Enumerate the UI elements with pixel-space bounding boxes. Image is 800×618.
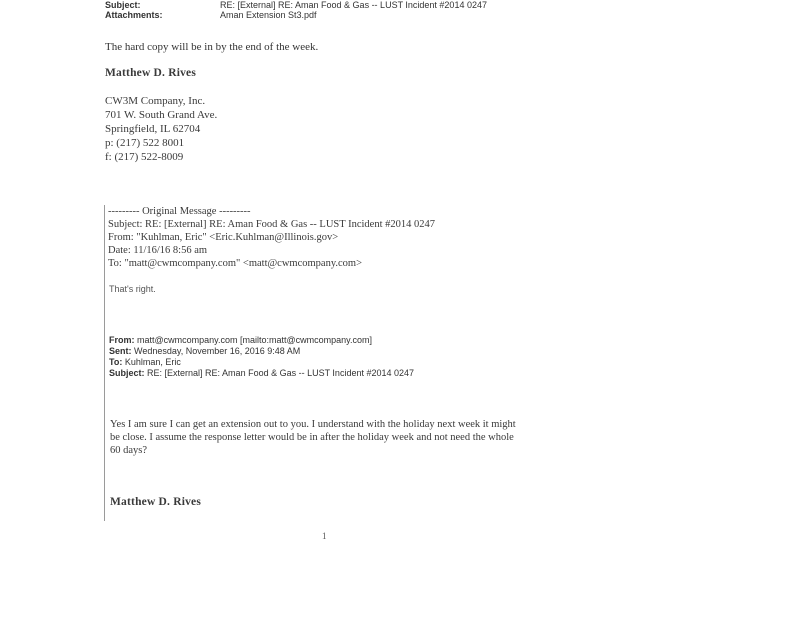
- signature-name: Matthew D. Rives: [105, 67, 197, 79]
- subject-label: Subject:: [105, 0, 141, 10]
- original-body: That's right.: [109, 284, 156, 294]
- attachment-link[interactable]: Aman Extension St3.pdf: [220, 10, 317, 20]
- forwarded-signature-name: Matthew D. Rives: [110, 496, 202, 508]
- original-from: From: "Kuhlman, Eric" <Eric.Kuhlman@Illinois.gov>: [108, 232, 339, 243]
- forwarded-to-value: Kuhlman, Eric: [124, 357, 181, 367]
- forwarded-sent: [109, 346, 300, 357]
- street-address: 701 W. South Grand Ave.: [105, 109, 218, 121]
- original-message-separator: --------- Original Message ---------: [108, 206, 251, 217]
- page-number: 1: [322, 531, 327, 541]
- reply-line: The hard copy will be in by the end of the week.: [105, 41, 319, 53]
- phone-number: p: (217) 522 8001: [105, 137, 185, 149]
- attachments-label: Attachments:: [105, 10, 163, 20]
- quote-bar: [104, 205, 105, 521]
- forwarded-to: [109, 357, 181, 368]
- forwarded-sent-value: Wednesday, November 16, 2016 9:48 AM: [134, 346, 301, 356]
- forwarded-from: [109, 335, 372, 346]
- fax-number: f: (217) 522-8009: [105, 151, 184, 163]
- city-address: Springfield, IL 62704: [105, 123, 201, 135]
- original-subject: Subject: RE: [External] RE: Aman Food & Gas -- LUST Incident #2014 0247: [108, 219, 436, 230]
- company-name: CW3M Company, Inc.: [105, 95, 206, 107]
- original-date: Date: 11/16/16 8:56 am: [108, 245, 208, 256]
- subject-value: RE: [External] RE: Aman Food & Gas -- LUST Incident #2014 0247: [220, 0, 487, 10]
- forwarded-subject: [109, 368, 414, 379]
- forwarded-sent-label: Sent:: [109, 346, 132, 356]
- original-to: To: "matt@cwmcompany.com" <matt@cwmcompany.com>: [108, 258, 363, 269]
- forwarded-from-value: matt@cwmcompany.com [mailto:matt@cwmcompany.com]: [137, 335, 373, 345]
- forwarded-from-label: From:: [109, 335, 135, 345]
- forwarded-subject-label: Subject:: [109, 368, 145, 378]
- forwarded-body: Yes I am sure I can get an extension out to you. I understand with the holiday next week it might be close. I assume the response letter would be in after the holiday week and not need the whole 60 days?: [110, 419, 516, 456]
- forwarded-subject-value: RE: [External] RE: Aman Food & Gas -- LUST Incident #2014 0247: [147, 368, 415, 378]
- forwarded-to-label: To:: [109, 357, 123, 367]
